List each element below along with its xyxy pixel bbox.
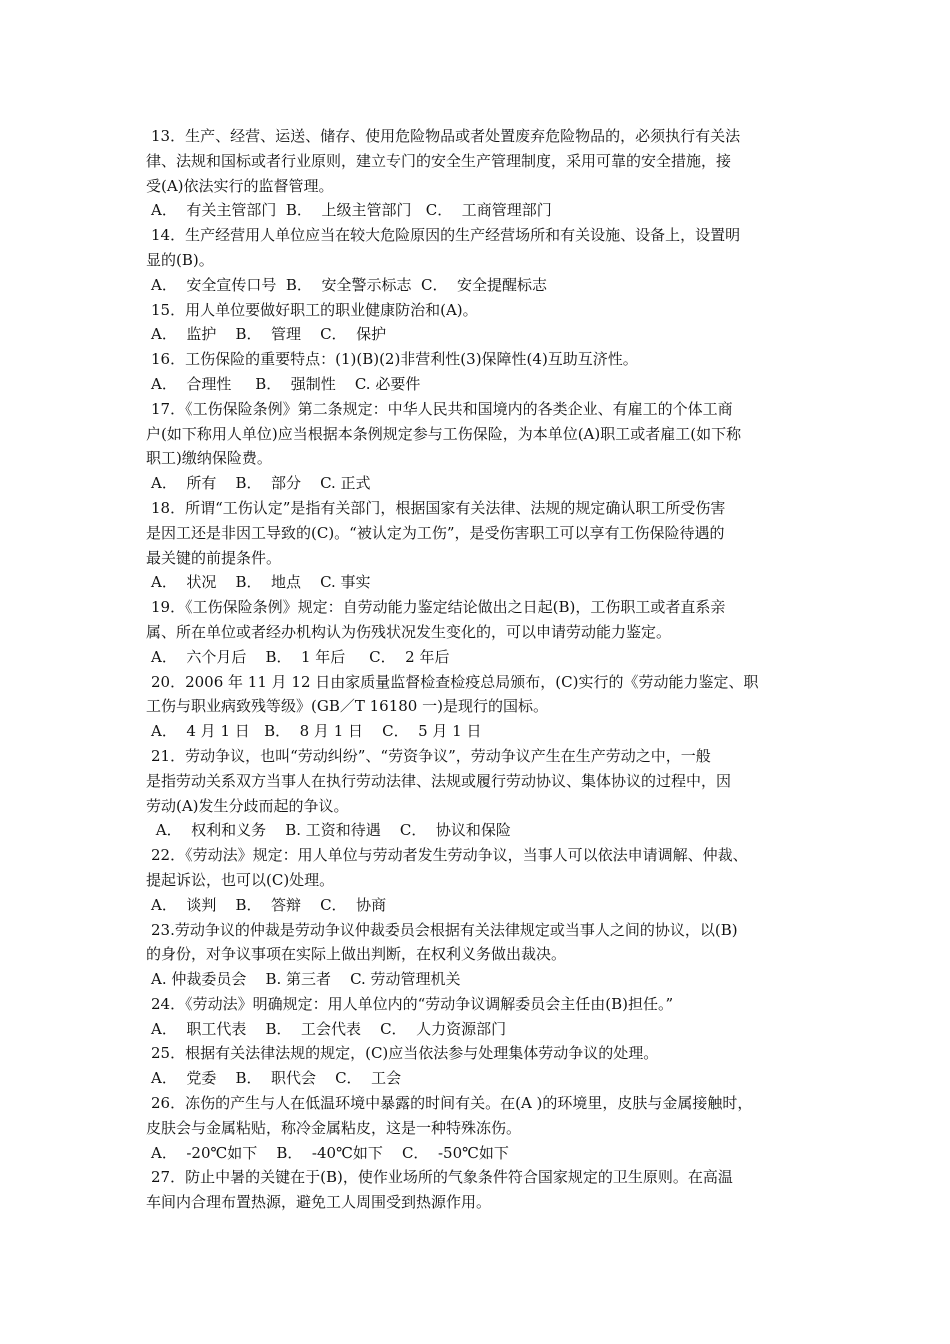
question-line: 显的(B)。 [146, 250, 214, 269]
question-line: 是指劳动关系双方当事人在执行劳动法律、法规或履行劳动协议、集体协议的过程中，因 [146, 771, 732, 790]
question-line: 14．生产经营用人单位应当在较大危险原因的生产经营场所和有关设施、设备上，设置明 [151, 226, 741, 245]
question-line: 13．生产、经营、运送、储存、使用危险物品或者处置废弃危险物品的，必须执行有关法 [151, 127, 741, 145]
question-line: 车间内合理布置热源，避免工人周围受到热源作用。 [146, 1193, 492, 1212]
question-text [146, 918, 814, 968]
options-line: A． 谈判 B． 答辩 C． 协商 [151, 895, 387, 914]
question-line: 是因工还是非因工导致的(C)。“被认定为工伤”，是受伤害职工可以享有工伤保险待遇的 [146, 523, 725, 542]
question-text [146, 1165, 814, 1215]
options-line: A． 职工代表 B． 工会代表 C． 人力资源部门 [151, 1019, 507, 1038]
question-line: 25．根据有关法律法规的规定，(C)应当依法参与处理集体劳动争议的处理。 [151, 1044, 659, 1063]
question-text [146, 347, 814, 372]
question-line: 17．《工伤保险条例》第二条规定：中华人民共和国境内的各类企业、有雇工的个体工商 [151, 399, 733, 418]
question-text [146, 223, 814, 273]
question-text [146, 1091, 814, 1141]
question-line: 18．所谓“工伤认定”是指有关部门，根据国家有关法律、法规的规定确认职工所受伤害 [151, 498, 726, 517]
options-line: A． 合理性 B． 强制性 C. 必要件 [151, 374, 421, 393]
question-line: 16．工伤保险的重要特点：(1)(B)(2)非营利性(3)保障性(4)互助互济性。 [151, 350, 638, 369]
answer-options [146, 570, 814, 595]
question-line: 受(A)依法实行的监督管理。 [146, 176, 334, 195]
question-line: 21．劳动争议，也叫“劳动纠纷”、“劳资争议”，劳动争议产生在生产劳动之中，一般 [151, 746, 711, 765]
answer-options [146, 645, 814, 670]
question-line: 提起诉讼，也可以(C)处理。 [146, 870, 335, 889]
options-line: A． 状况 B． 地点 C. 事实 [151, 573, 371, 592]
answer-options [146, 273, 814, 298]
question-text [146, 124, 814, 198]
answer-options [146, 1066, 814, 1091]
question-line: 的身份，对争议事项在实际上做出判断，在权利义务做出裁决。 [146, 945, 567, 964]
question-line: 皮肤会与金属粘贴，称冷金属粘皮，这是一种特殊冻伤。 [146, 1118, 522, 1137]
answer-options [146, 198, 814, 223]
question-text [146, 670, 814, 720]
question-line: 23.劳动争议的仲裁是劳动争议仲裁委员会根据有关法律规定或当事人之间的协议，以(B) [151, 920, 738, 939]
options-line: A. 仲裁委员会 B. 第三者 C. 劳动管理机关 [151, 970, 461, 989]
question-line: 19．《工伤保险条例》规定：自劳动能力鉴定结论做出之日起(B)，工伤职工或者直系亲 [151, 598, 726, 617]
answer-options [146, 818, 814, 843]
question-line: 22．《劳动法》规定：用人单位与劳动者发生劳动争议，当事人可以依法申请调解、仲裁、 [151, 846, 748, 865]
question-text [146, 744, 814, 818]
question-line: 20．2006 年 11 月 12 日由家质量监督检查检疫总局颁布，(C)实行的《劳动能力鉴定、职 [151, 672, 759, 691]
question-line: 15．用人单位要做好职工的职业健康防治和(A)。 [151, 300, 478, 319]
answer-options [146, 471, 814, 496]
options-line: A． 六个月后 B． 1 年后 C． 2 年后 [151, 647, 450, 666]
question-text [146, 496, 814, 570]
answer-options [146, 1141, 814, 1166]
question-line: 职工)缴纳保险费。 [146, 449, 272, 468]
question-line: 27．防止中暑的关键在于(B)，使作业场所的气象条件符合国家规定的卫生原则。在高温 [151, 1168, 733, 1187]
question-line: 律、法规和国标或者行业原则，建立专门的安全生产管理制度，采用可靠的安全措施，接 [146, 151, 732, 170]
question-line: 工伤与职业病致残等级》(GB／T 16180 一)是现行的国标。 [146, 697, 548, 716]
question-line: 劳动(A)发生分歧而起的争议。 [146, 796, 349, 815]
question-line: 最关键的前提条件。 [146, 548, 282, 567]
options-line: A． 安全宣传口号 B． 安全警示标志 C． 安全提醒标志 [151, 275, 548, 294]
question-text [146, 298, 814, 323]
options-line: A． 有关主管部门 B． 上级主管部门 C． 工商管理部门 [151, 201, 552, 220]
question-text [146, 595, 814, 645]
options-line: A． -20℃如下 B． -40℃如下 C． -50℃如下 [151, 1143, 509, 1162]
question-line: 户(如下称用人单位)应当根据本条例规定参与工伤保险，为本单位(A)职工或者雇工(如下称 [146, 424, 742, 443]
options-line: A． 监护 B． 管理 C． 保护 [151, 325, 387, 344]
question-line: 26．冻伤的产生与人在低温环境中暴露的时间有关。在(A )的环境里，皮肤与金属接触时， [151, 1094, 753, 1113]
question-text [146, 397, 814, 471]
question-text [146, 843, 814, 893]
options-line: A． 党委 B． 职代会 C． 工会 [151, 1069, 402, 1088]
document-body [146, 124, 814, 1215]
answer-options [146, 893, 814, 918]
options-line: A． 权利和义务 B. 工资和待遇 C． 协议和保险 [151, 821, 511, 840]
question-line: 属、所在单位或者经办机构认为伤残状况发生变化的，可以申请劳动能力鉴定。 [146, 622, 672, 641]
question-text [146, 1041, 814, 1066]
answer-options [146, 719, 814, 744]
options-line: A． 4 月 1 日 B． 8 月 1 日 C． 5 月 1 日 [151, 722, 482, 741]
answer-options [146, 372, 814, 397]
question-line: 24．《劳动法》明确规定：用人单位内的“劳动争议调解委员会主任由(B)担任。” [151, 994, 674, 1013]
answer-options [146, 322, 814, 347]
question-text [146, 992, 814, 1017]
answer-options [146, 967, 814, 992]
answer-options [146, 1017, 814, 1042]
options-line: A． 所有 B． 部分 C. 正式 [151, 474, 371, 493]
